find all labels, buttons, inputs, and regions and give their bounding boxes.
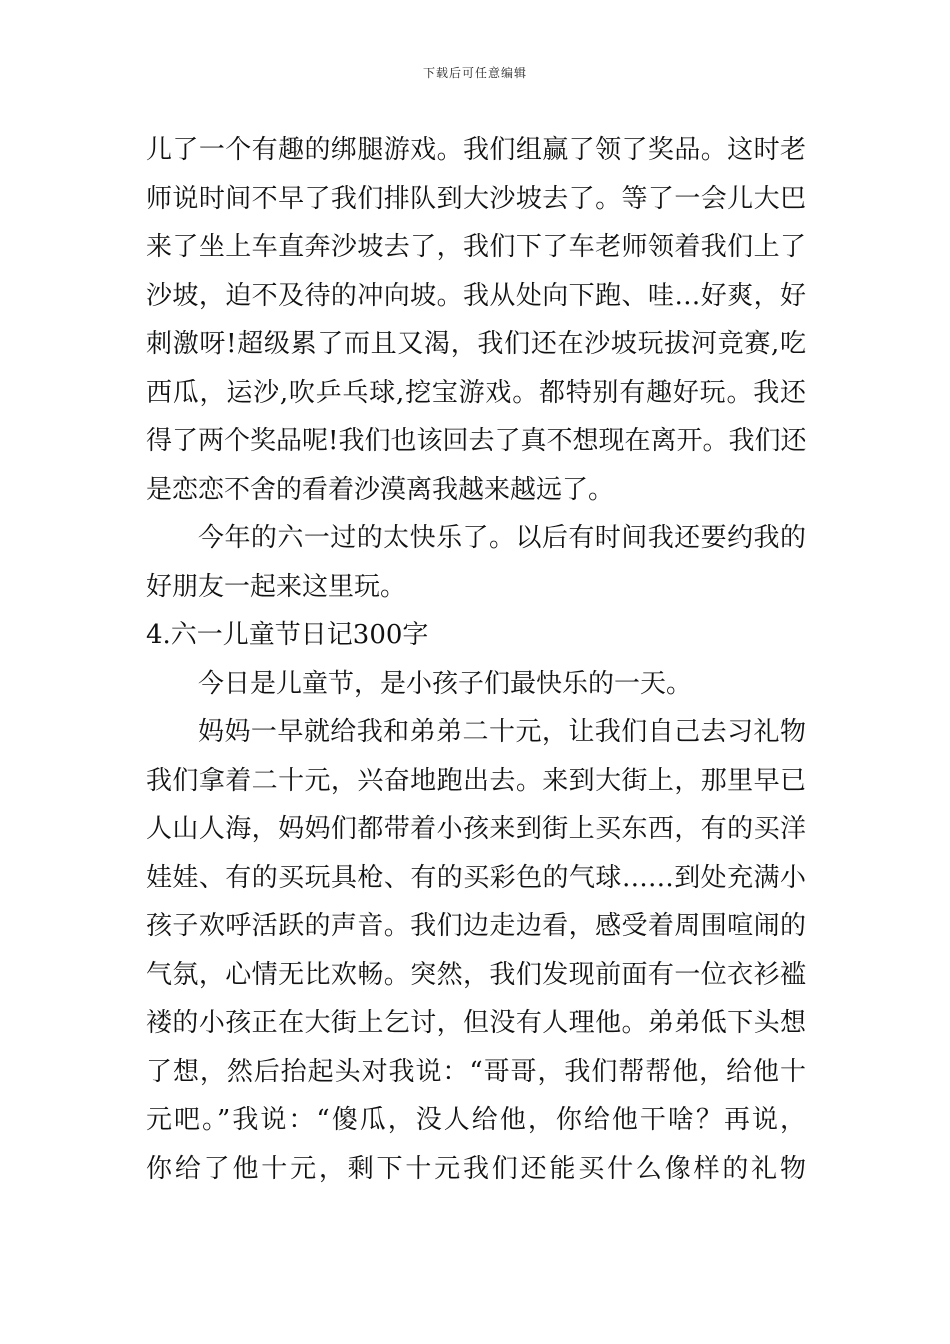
- text-line: 妈妈一早就给我和弟弟二十元，让我们自己去习礼物: [198, 717, 806, 747]
- text-line: 我们拿着二十元，兴奋地跑出去。来到大街上，那里早已: [146, 765, 806, 796]
- text-line: 褛的小孩正在大街上乞讨，但没有人理他。弟弟低下头想: [146, 1008, 806, 1038]
- text-line: 了想，然后抬起头对我说：“哥哥，我们帮帮他，给他十: [146, 1056, 806, 1087]
- text-line: 儿了一个有趣的绑腿游戏。我们组赢了领了奖品。这时老: [146, 135, 806, 165]
- text-line: 今日是儿童节，是小孩子们最快乐的一天。: [198, 668, 693, 699]
- text-line: 沙坡，迫不及待的冲向坡。我从处向下跑、哇…好爽，好: [146, 280, 806, 311]
- text-line: 师说时间不早了我们排队到大沙坡去了。等了一会儿大巴: [146, 183, 806, 214]
- text-line: 得了两个奖品呢!我们也该回去了真不想现在离开。我们还: [146, 426, 806, 456]
- document-body: [146, 126, 806, 1193]
- page-header: 下载后可任意编辑: [422, 66, 527, 80]
- text-line: 今年的六一过的太快乐了。以后有时间我还要约我的: [198, 523, 806, 553]
- text-line: 孩子欢呼活跃的声音。我们边走边看，感受着周围喧闹的: [146, 911, 806, 941]
- text-line: 娃娃、有的买玩具枪、有的买彩色的气球……到处充满小: [146, 862, 806, 893]
- text-line: 4.六一儿童节日记300字: [146, 620, 429, 650]
- text-line: 来了坐上车直奔沙坡去了，我们下了车老师领着我们上了: [146, 232, 806, 262]
- text-line: 气氛，心情无比欢畅。突然，我们发现前面有一位衣衫褴: [146, 959, 806, 990]
- text-line: 人山人海，妈妈们都带着小孩来到街上买东西，有的买洋: [146, 814, 806, 844]
- text-line: 元吧。”我说：“傻瓜，没人给他，你给他干啥？再说，: [146, 1105, 806, 1135]
- text-line: 刺激呀!超级累了而且又渴，我们还在沙坡玩拔河竞赛,吃: [146, 329, 806, 359]
- text-line: 好朋友一起来这里玩。: [146, 571, 407, 602]
- text-line: 西瓜，运沙,吹乒乓球,挖宝游戏。都特别有趣好玩。我还: [146, 377, 806, 408]
- text-line: 是恋恋不舍的看着沙漠离我越来越远了。: [146, 474, 615, 505]
- text-line: 你给了他十元，剩下十元我们还能买什么像样的礼物: [146, 1153, 806, 1184]
